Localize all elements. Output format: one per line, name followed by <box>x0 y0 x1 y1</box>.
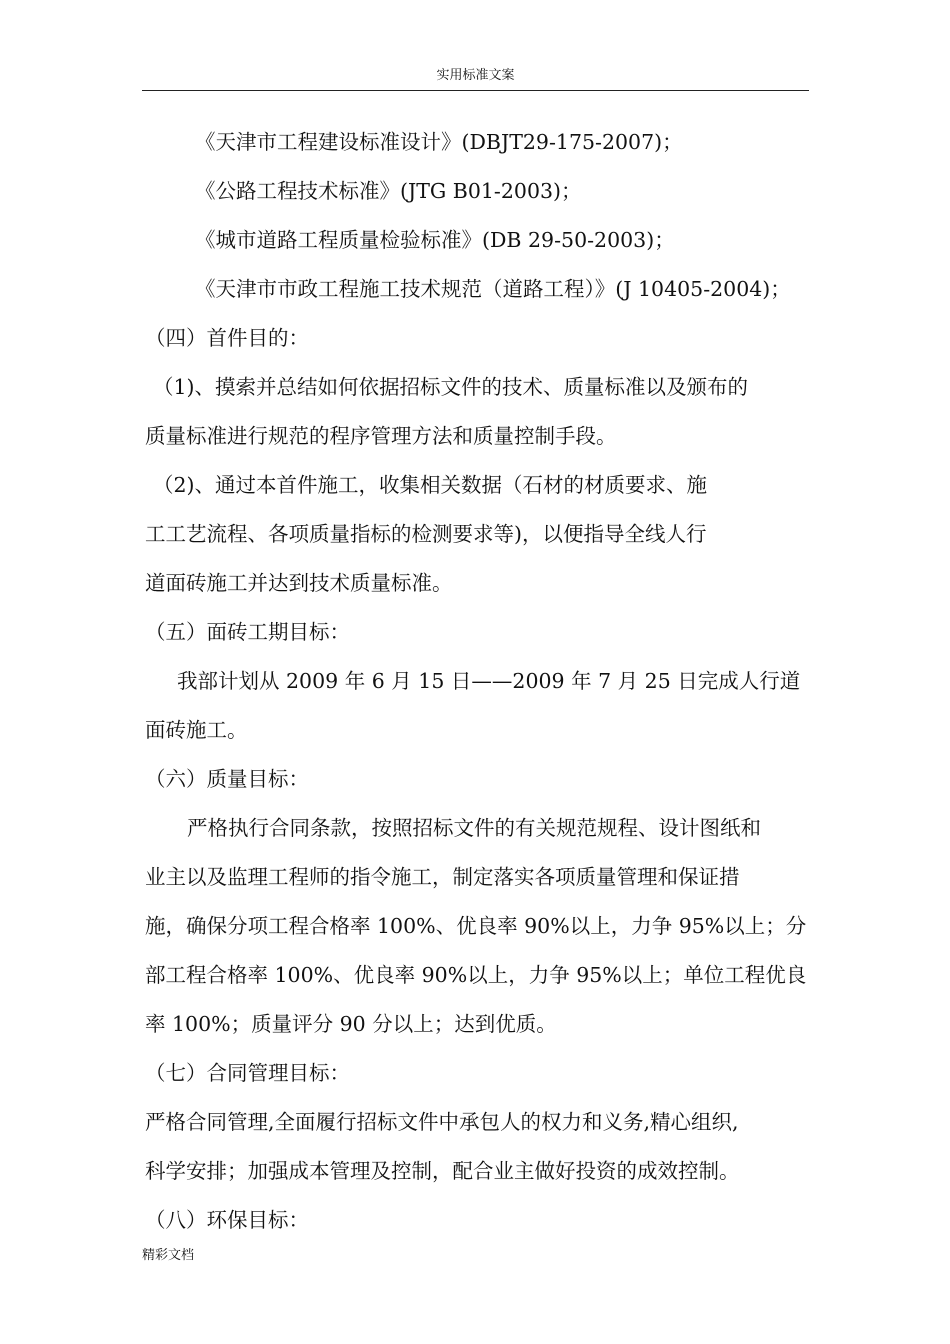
paragraph-line: 我部计划从 2009 年 6 月 15 日——2009 年 7 月 25 日完成人行道 <box>177 669 801 693</box>
paragraph-line: （1)、摸索并总结如何依据招标文件的技术、质量标准以及颁布的 <box>153 375 749 399</box>
paragraph-line: 道面砖施工并达到技术质量标准。 <box>145 571 453 595</box>
paragraph-line: 施，确保分项工程合格率 100%、优良率 90%以上，力争 95%以上；分 <box>145 914 807 938</box>
paragraph-line: 面砖施工。 <box>145 718 248 742</box>
reference-item: 《城市道路工程质量检验标准》(DB 29-50-2003)； <box>195 228 675 252</box>
reference-item: 《天津市工程建设标准设计》(DBJT29-175-2007)； <box>195 130 683 154</box>
paragraph-line: 业主以及监理工程师的指令施工，制定落实各项质量管理和保证措 <box>145 865 740 889</box>
paragraph-line: 率 100%；质量评分 90 分以上；达到优质。 <box>145 1012 557 1036</box>
section-heading: （八）环保目标： <box>145 1208 309 1232</box>
paragraph-line: 严格合同管理,全面履行招标文件中承包人的权力和义务,精心组织, <box>145 1110 739 1134</box>
paragraph-line: （2)、通过本首件施工，收集相关数据（石材的材质要求、施 <box>153 473 708 497</box>
footer-text: 精彩文档 <box>142 1248 195 1263</box>
page-footer <box>142 1248 194 1264</box>
paragraph-line: 部工程合格率 100%、优良率 90%以上，力争 95%以上；单位工程优良 <box>145 963 807 987</box>
paragraph-line: 质量标准进行规范的程序管理方法和质量控制手段。 <box>145 424 617 448</box>
section-heading: （七）合同管理目标： <box>145 1061 350 1085</box>
section-heading: （六）质量目标： <box>145 767 309 791</box>
section-heading: （五）面砖工期目标： <box>145 620 350 644</box>
paragraph-line: 工工艺流程、各项质量指标的检测要求等)，以便指导全线人行 <box>145 522 707 546</box>
reference-item: 《公路工程技术标准》(JTG B01-2003)； <box>195 179 582 203</box>
paragraph-line: 科学安排；加强成本管理及控制，配合业主做好投资的成效控制。 <box>145 1159 740 1183</box>
section-heading: （四）首件目的： <box>145 326 309 350</box>
header-text: 实用标准文案 <box>436 68 515 83</box>
paragraph-line: 严格执行合同条款，按照招标文件的有关规范规程、设计图纸和 <box>187 816 761 840</box>
page-header <box>142 68 809 91</box>
document-body <box>145 118 807 1245</box>
reference-item: 《天津市市政工程施工技术规范（道路工程）》(J 10405-2004)； <box>195 277 791 301</box>
